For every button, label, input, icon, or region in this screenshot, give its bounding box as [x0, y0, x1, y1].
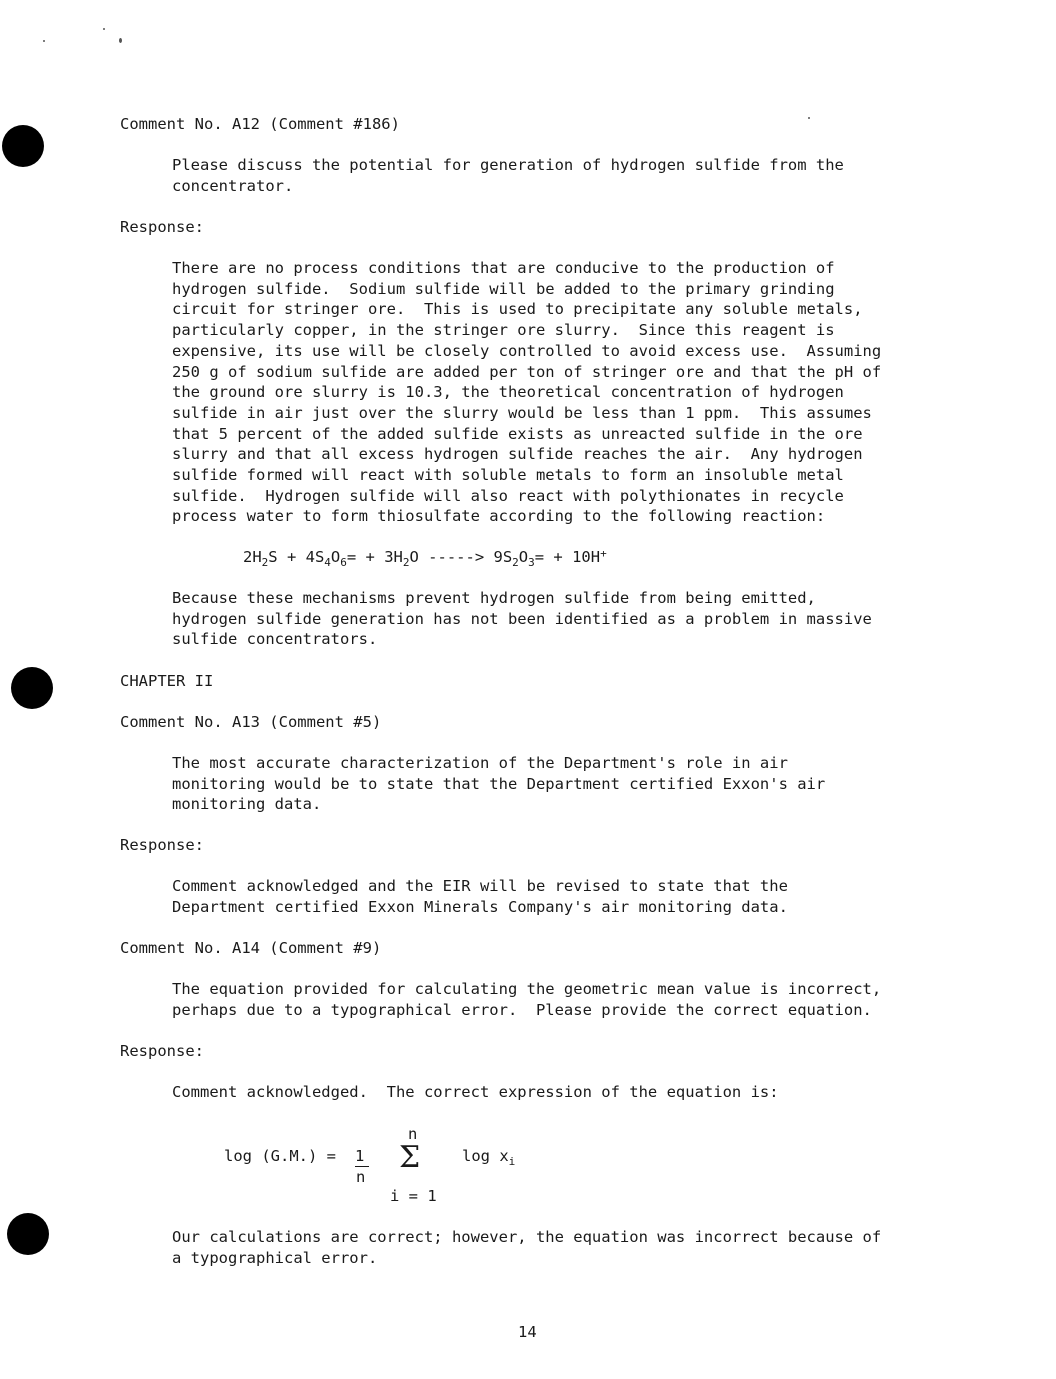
- page-number: 14: [518, 1323, 537, 1341]
- comment-a12-text: [172, 155, 844, 196]
- text-line: hydrogen sulfide generation has not been identified as a problem in massive: [172, 609, 872, 628]
- text-line: expensive, its use will be closely controlled to avoid excess use. Assuming: [172, 341, 882, 360]
- formula-lhs: log (G.M.) =: [224, 1147, 336, 1165]
- formula-term: $\log x_i$: [462, 1147, 516, 1168]
- text-line: Department certified Exxon Minerals Company's air monitoring data.: [172, 897, 788, 916]
- text-line: 250 g of sodium sulfide are added per ton of stringer ore and that the pH of: [172, 362, 882, 381]
- text-line: Please discuss the potential for generation of hydrogen sulfide from the: [172, 156, 844, 174]
- fraction-denominator: n: [356, 1168, 366, 1186]
- sum-lower-limit: i = 1: [390, 1187, 437, 1205]
- text-line: The most accurate characterization of the Department's role in air: [172, 754, 788, 772]
- punch-hole-top: [2, 125, 44, 167]
- sum-upper-limit: n: [408, 1125, 418, 1143]
- text-line: The equation provided for calculating the geometric mean value is incorrect,: [172, 980, 882, 998]
- text-line: Our calculations are correct; however, the equation was incorrect because of: [172, 1228, 882, 1246]
- text-line: that 5 percent of the added sulfide exists as unreacted sulfide in the ore: [172, 424, 863, 443]
- text-line: circuit for stringer ore. This is used to precipitate any soluble metals,: [172, 300, 863, 319]
- text-line: monitoring would be to state that the Department certified Exxon's air: [172, 774, 826, 793]
- response-a13-text: [172, 876, 788, 917]
- text-line: perhaps due to a typographical error. Please provide the correct equation.: [172, 1000, 872, 1019]
- comment-a14-heading: Comment No. A14 (Comment #9): [120, 939, 382, 957]
- text-line: monitoring data.: [172, 795, 322, 814]
- scan-speck: [43, 40, 45, 42]
- text-line: the ground ore slurry is 10.3, the theoretical concentration of hydrogen: [172, 383, 844, 402]
- response-a12-conclusion: [172, 588, 872, 650]
- text-line: sulfide formed will react with soluble metals to form an insoluble metal: [172, 466, 844, 485]
- chapter-heading: CHAPTER II: [120, 672, 214, 690]
- scan-speck: [103, 28, 105, 30]
- response-a14-text: [172, 1082, 779, 1103]
- text-line: slurry and that all excess hydrogen sulfide reaches the air. Any hydrogen: [172, 445, 863, 464]
- text-line: Comment acknowledged. The correct expression of the equation is:: [172, 1083, 779, 1101]
- summation-symbol: Σ: [399, 1140, 421, 1175]
- response-a12-text: [172, 258, 881, 527]
- text-line: sulfide. Hydrogen sulfide will also react with polythionates in recycle: [172, 486, 844, 505]
- text-line: process water to form thiosulfate according to the following reaction:: [172, 507, 826, 526]
- text-line: Because these mechanisms prevent hydrogen sulfide from being emitted,: [172, 589, 816, 607]
- punch-hole-bottom: [7, 1213, 49, 1255]
- fraction-numerator: 1: [355, 1147, 365, 1165]
- scan-speck: [119, 38, 122, 43]
- comment-a13-heading: Comment No. A13 (Comment #5): [120, 713, 382, 731]
- response-a12-label: Response:: [120, 218, 204, 236]
- response-a14-label: Response:: [120, 1042, 204, 1060]
- scan-speck: [808, 117, 810, 119]
- comment-a13-text: [172, 753, 825, 815]
- response-a13-label: Response:: [120, 836, 204, 854]
- text-line: Comment acknowledged and the EIR will be revised to state that the: [172, 877, 788, 895]
- text-line: particularly copper, in the stringer ore slurry. Since this reagent is: [172, 321, 835, 340]
- text-line: sulfide concentrators.: [172, 630, 378, 649]
- comment-a12-heading: Comment No. A12 (Comment #186): [120, 115, 400, 133]
- thiosulfate-reaction-equation: $2H_2S + 4S_4O_6= + 3H_2O$ -----> $9S_2O_3= + 10H^+$: [243, 547, 607, 569]
- text-line: hydrogen sulfide. Sodium sulfide will be added to the primary grinding: [172, 279, 835, 298]
- text-line: sulfide in air just over the slurry would be less than 1 ppm. This assumes: [172, 403, 872, 422]
- text-line: a typographical error.: [172, 1248, 378, 1267]
- response-a14-conclusion: [172, 1227, 881, 1268]
- text-line: There are no process conditions that are conducive to the production of: [172, 259, 835, 277]
- text-line: concentrator.: [172, 176, 294, 195]
- comment-a14-text: [172, 979, 881, 1020]
- punch-hole-middle: [11, 667, 53, 709]
